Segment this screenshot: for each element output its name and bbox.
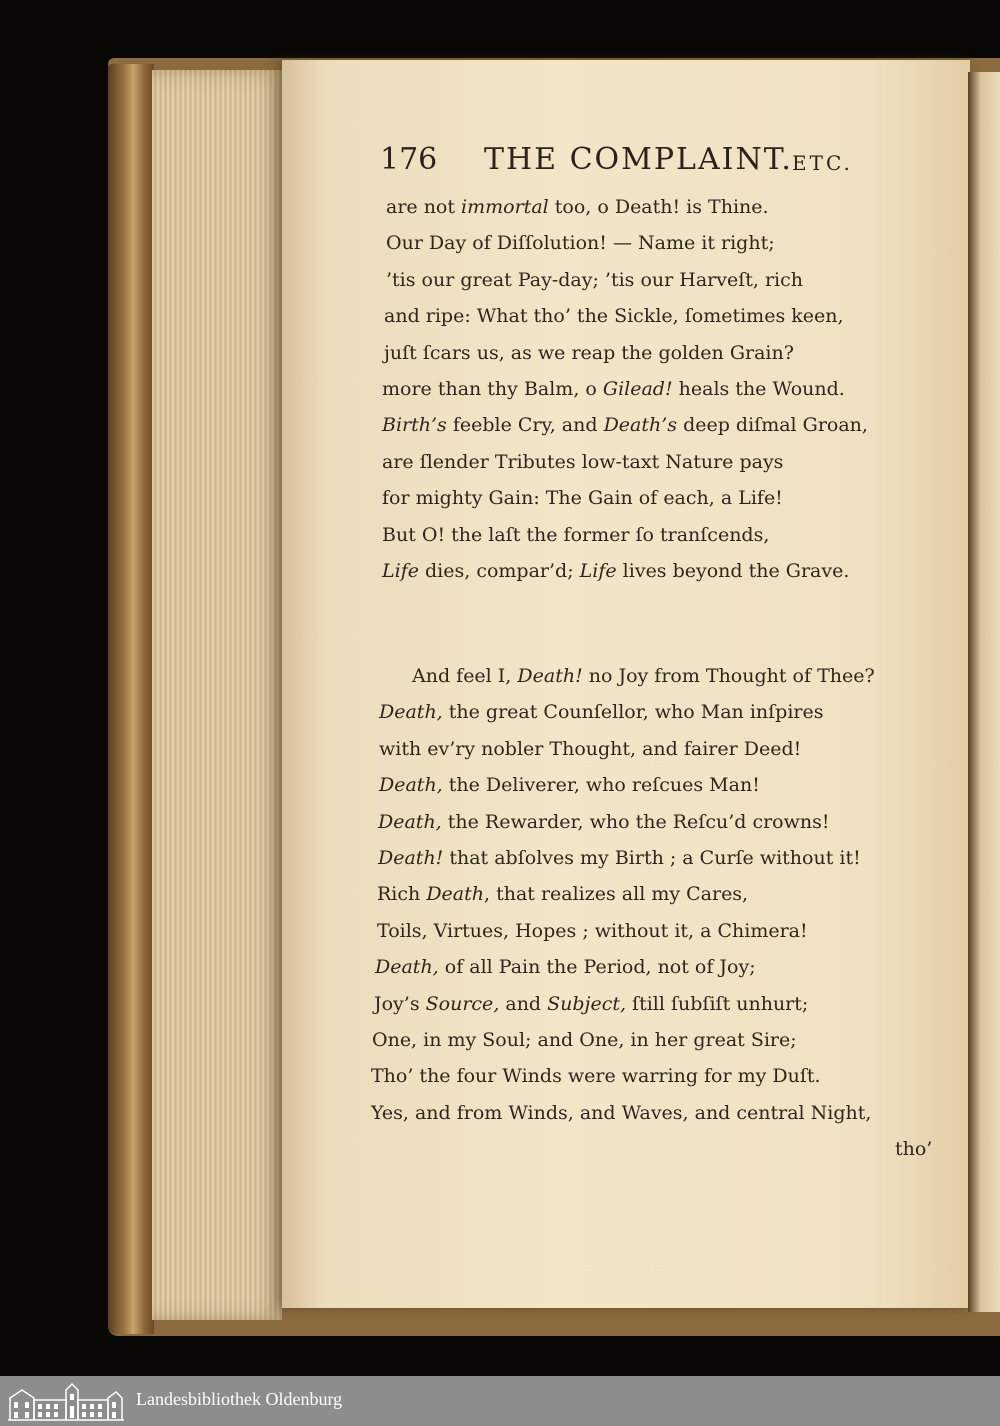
running-title-etc: ETC. <box>792 151 853 175</box>
poem-line: juſt ſcars us, as we reap the golden Grain? <box>384 341 794 364</box>
italic-word: Death’s <box>603 414 678 437</box>
poem-line: Yes, and from Winds, and Waves, and central Night, <box>371 1101 872 1124</box>
poem-line: with ev’ry nobler Thought, and fairer Deed! <box>379 737 802 760</box>
italic-word: Death! <box>517 665 583 687</box>
running-title: THE COMPLAINT. <box>484 142 793 177</box>
running-header <box>380 142 860 182</box>
poem-line: Tho’ the four Winds were warring for my Duſt. <box>371 1065 821 1088</box>
italic-word: Birth’s <box>382 414 447 437</box>
library-name: Landesbibliothek Oldenburg <box>136 1389 343 1409</box>
poem-line: are ſlender Tributes low-taxt Nature pays <box>382 450 784 473</box>
poem-line: Death, of all Pain the Period, not of Joy; <box>375 956 756 979</box>
italic-word: Death, <box>379 774 443 797</box>
catchword: tho’ <box>895 1138 933 1160</box>
poem-line: One, in my Soul; and One, in her great Sire; <box>372 1029 797 1051</box>
poem-line: Death! that abſolves my Birth ; a Curſe without it! <box>378 847 861 869</box>
poem-line: Death, the Rewarder, who the Reſcu’d crowns! <box>378 810 830 833</box>
poem-line: And feel I, Death! no Joy from Thought of Thee? <box>412 665 875 687</box>
poem-line: Death, the great Counſellor, who Man inſpires <box>379 701 824 724</box>
poem-line: are not immortal too, o Death! is Thine. <box>386 196 769 218</box>
italic-word: Life <box>579 560 617 582</box>
poem-line: for mighty Gain: The Gain of each, a Life! <box>382 487 783 510</box>
italic-word: Death! <box>378 847 444 869</box>
poem-line: Our Day of Diſſolution! — Name it right; <box>386 232 775 255</box>
poem-line: Joy’s Source, and Subject, ſtill ſubſiſt unhurt; <box>374 992 809 1015</box>
library-footer-bar <box>0 1376 1000 1426</box>
page-number: 176 <box>380 142 438 177</box>
poem-line: more than thy Balm, o Gilead! heals the Wound. <box>382 378 845 400</box>
italic-word: Death, <box>375 956 439 979</box>
facing-page-edge <box>968 72 1000 1312</box>
page-edges <box>152 70 282 1320</box>
poem-line: Death, the Deliverer, who reſcues Man! <box>379 774 760 797</box>
italic-word: immortal <box>461 196 549 218</box>
poem-line: Life dies, compar’d; Life lives beyond the Grave. <box>382 560 850 582</box>
italic-word: Death, <box>378 810 442 833</box>
poem-line: Toils, Virtues, Hopes ; without it, a Chimera! <box>377 919 808 942</box>
poem-line: and ripe: What tho’ the Sickle, ſometimes keen, <box>384 305 844 328</box>
italic-word: Subject, <box>547 992 627 1015</box>
italic-word: Death, <box>379 701 443 724</box>
poem-line: Birth’s feeble Cry, and Death’s deep diſmal Groan, <box>382 414 868 437</box>
italic-word: Life <box>382 560 419 582</box>
italic-word: Source, <box>425 992 500 1015</box>
library-building-icon <box>8 1382 124 1422</box>
italic-word: Death <box>426 883 484 906</box>
poem-line: But O! the laſt the former ſo tranſcends, <box>382 523 770 546</box>
book-spine <box>108 64 154 1334</box>
poem-line: ’tis our great Pay-day; ’tis our Harveſt, rich <box>386 268 803 291</box>
poem-line: Rich Death, that realizes all my Cares, <box>377 883 749 906</box>
italic-word: Gilead! <box>602 378 673 400</box>
